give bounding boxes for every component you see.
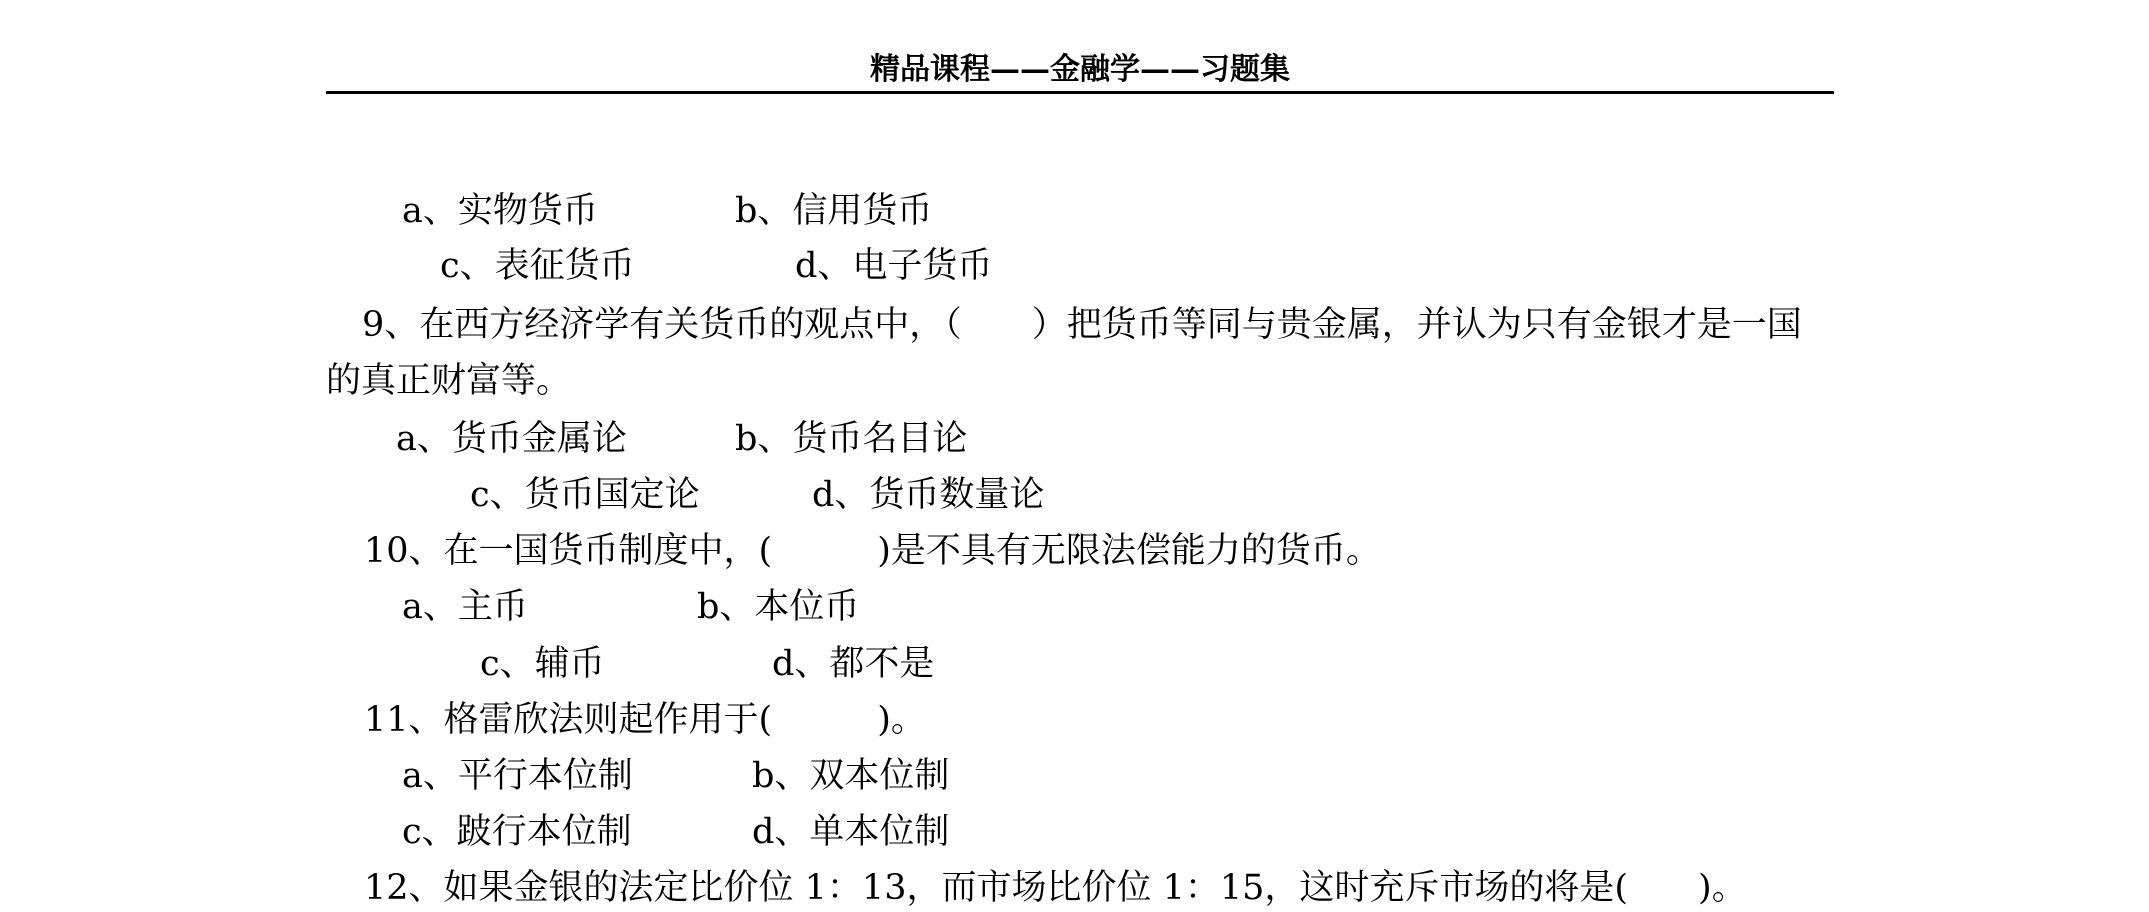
option-a: a、平行本位制 <box>402 756 633 796</box>
option-b: b、信用货币 <box>735 191 933 231</box>
header-divider <box>326 91 1834 94</box>
page-header-title: 精品课程——金融学——习题集 <box>870 52 1290 87</box>
question-12-text: 12、如果金银的法定比价位 1：13，而市场比价位 1：15，这时充斥市场的将是( )。 <box>364 868 1747 908</box>
option-b: b、本位币 <box>697 587 860 627</box>
option-d: d、单本位制 <box>752 812 950 852</box>
option-a: a、实物货币 <box>402 191 598 231</box>
option-d: d、货币数量论 <box>812 475 1045 515</box>
option-a: a、主币 <box>402 587 528 627</box>
option-c: c、货币国定论 <box>470 475 700 515</box>
option-d: d、电子货币 <box>795 246 993 286</box>
option-b: b、双本位制 <box>752 756 950 796</box>
question-9-text: 9、在西方经济学有关货币的观点中，（ ）把货币等同与贵金属，并认为只有金银才是一国的真正财富等。 <box>326 305 1802 401</box>
option-c: c、辅币 <box>480 644 605 684</box>
question-11-text: 11、格雷欣法则起作用于( )。 <box>364 700 926 740</box>
question-10-text: 10、在一国货币制度中，( )是不具有无限法偿能力的货币。 <box>364 531 1381 571</box>
option-b: b、货币名目论 <box>735 419 968 459</box>
option-c: c、跛行本位制 <box>402 812 632 852</box>
option-d: d、都不是 <box>772 644 935 684</box>
option-c: c、表征货币 <box>440 246 635 286</box>
option-a: a、货币金属论 <box>396 419 627 459</box>
